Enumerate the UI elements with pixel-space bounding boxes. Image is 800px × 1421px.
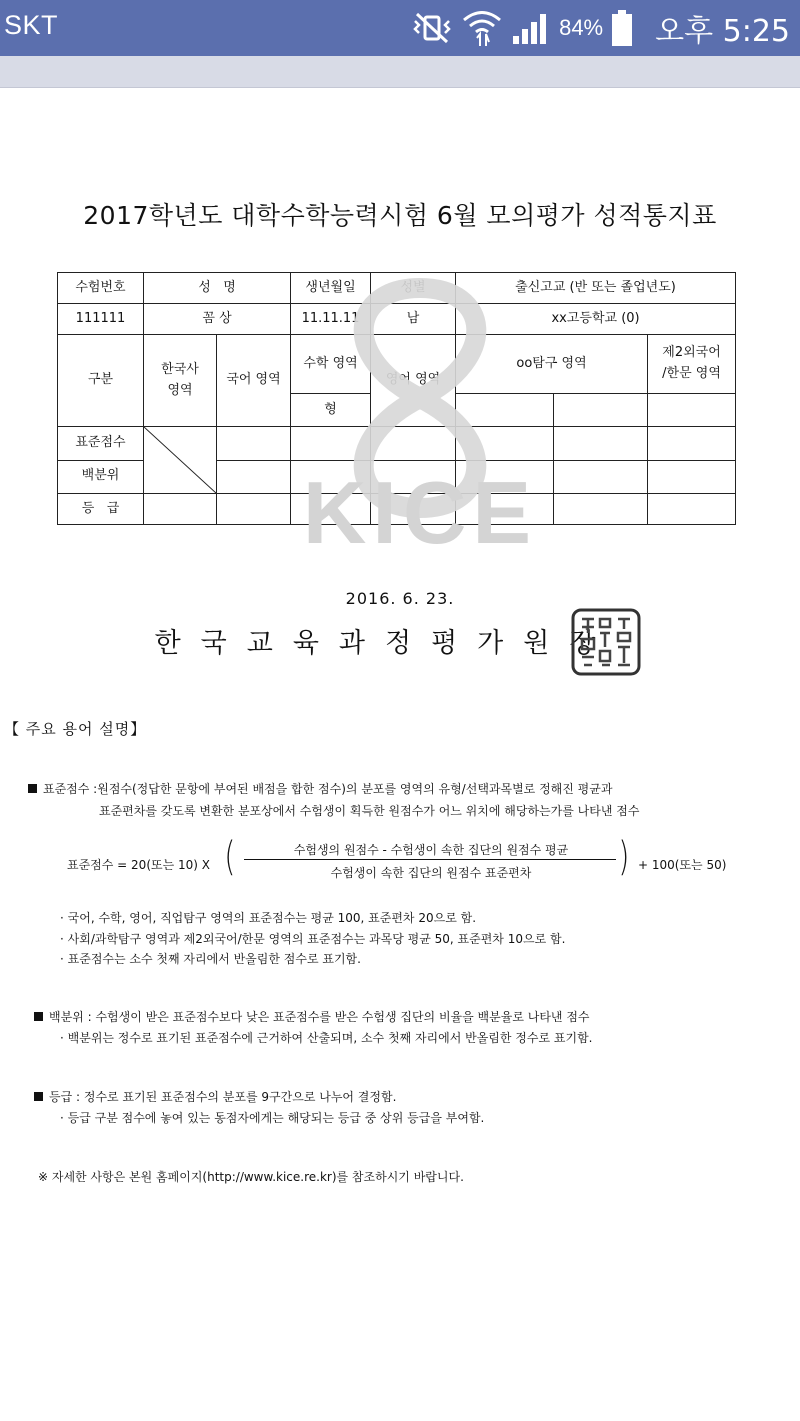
cell xyxy=(648,427,736,461)
carrier-label: SKT xyxy=(4,10,59,40)
standard-score-note: · 사회/과학탐구 영역과 제2외국어/한문 영역의 표준점수는 과목당 평균 50, 표준편차 10으로 함. xyxy=(60,932,566,946)
birth-date-value: 11.11.11 xyxy=(291,304,371,335)
formula-numerator: 수험생의 원점수 - 수험생이 속한 집단의 원점수 평균 xyxy=(293,843,569,857)
terms-heading: 【 주요 용어 설명】 xyxy=(4,720,147,738)
cell xyxy=(648,460,736,494)
header-name: 성 명 xyxy=(144,273,291,304)
cell xyxy=(291,494,371,525)
term-grade xyxy=(34,1088,396,1105)
status-bar xyxy=(0,0,800,56)
browser-toolbar xyxy=(0,56,800,88)
battery-percent: 84% xyxy=(559,15,604,40)
footnote: ※ 자세한 사항은 본원 홈페이지(http://www.kice.re.kr)를 참조하시기 바랍니다. xyxy=(38,1170,464,1184)
formula-denominator: 수험생이 속한 집단의 원점수 표준편차 xyxy=(330,866,532,880)
grade-note: · 등급 구분 점수에 놓여 있는 동점자에게는 해당되는 등급 중 상위 등급을 부여함. xyxy=(60,1111,485,1125)
category-header: 구분 xyxy=(58,335,144,427)
square-bullet-icon xyxy=(34,1012,43,1021)
fraction-line xyxy=(244,859,616,860)
second-language-sub xyxy=(648,394,736,427)
cell xyxy=(291,460,371,494)
table-row xyxy=(58,304,736,335)
cell xyxy=(371,427,456,461)
korean-history-diagonal-cell xyxy=(144,427,217,494)
inquiry-sub-1 xyxy=(456,394,554,427)
gender-value: 남 xyxy=(371,304,456,335)
subject-inquiry: oo탐구 영역 xyxy=(456,335,648,394)
mute-vibrate-icon xyxy=(411,11,453,45)
math-type: 형 xyxy=(291,394,371,427)
header-birth-date: 생년월일 xyxy=(291,273,371,304)
table-row xyxy=(58,427,736,461)
row-standard-score: 표준점수 xyxy=(58,427,144,461)
inquiry-sub-2 xyxy=(554,394,648,427)
cell xyxy=(217,460,291,494)
school-value: xx고등학교 (0) xyxy=(456,304,736,335)
exam-number-value: 111111 xyxy=(58,304,144,335)
cell xyxy=(456,460,554,494)
term-percentile-text: 백분위 : 수험생이 받은 표준점수보다 낮은 표준점수를 받은 수험생 집단의 비율을 백분율로 나타낸 점수 xyxy=(49,1010,590,1024)
close-paren: ) xyxy=(618,834,630,880)
term-standard-score xyxy=(28,780,612,797)
cell xyxy=(554,494,648,525)
cell xyxy=(291,427,371,461)
official-seal xyxy=(570,607,642,677)
cell xyxy=(217,427,291,461)
header-school: 출신고교 (반 또는 졸업년도) xyxy=(456,273,736,304)
clock: 오후 5:25 xyxy=(655,14,790,49)
watermark-text: KICE xyxy=(302,463,538,548)
subject-korean: 국어 영역 xyxy=(217,335,291,427)
term-grade-text: 등급 : 정수로 표기된 표준점수의 분포를 9구간으로 나누어 결정함. xyxy=(49,1090,397,1104)
cell xyxy=(371,460,456,494)
issue-date: 2016. 6. 23. xyxy=(345,589,455,608)
score-report-document xyxy=(0,88,800,1421)
wifi-icon xyxy=(461,8,503,48)
name-value: 꼼 상 xyxy=(144,304,291,335)
subject-math: 수학 영역 xyxy=(291,335,371,394)
diagonal-line xyxy=(144,427,216,493)
term-percentile xyxy=(34,1008,590,1025)
header-gender: 성별 xyxy=(371,273,456,304)
cell xyxy=(144,494,217,525)
status-icons xyxy=(411,0,790,56)
table-row xyxy=(58,273,736,304)
signal-icon xyxy=(511,10,551,46)
square-bullet-icon xyxy=(34,1092,43,1101)
formula-rhs: + 100(또는 50) xyxy=(638,858,727,872)
institute-name: 한국교육과정평가원장 xyxy=(154,628,616,659)
subject-english: 영어 영역 xyxy=(371,335,456,427)
cell xyxy=(554,427,648,461)
cell xyxy=(456,494,554,525)
open-paren: ( xyxy=(224,834,236,880)
cell xyxy=(456,427,554,461)
score-table xyxy=(57,272,736,525)
table-row xyxy=(58,335,736,394)
term-standard-score-line2: 표준편차를 갖도록 변환한 분포상에서 수험생이 획득한 원점수가 어느 위치에 해당하는가를 나타낸 점수 xyxy=(99,804,640,818)
percentile-note: · 백분위는 정수로 표기된 표준점수에 근거하여 산출되며, 소수 첫째 자리에서 반올림한 정수로 표기함. xyxy=(60,1031,593,1045)
square-bullet-icon xyxy=(28,784,37,793)
table-row xyxy=(58,494,736,525)
standard-score-note: · 표준점수는 소수 첫째 자리에서 반올림한 점수로 표기함. xyxy=(60,952,361,966)
formula-lhs: 표준점수 = 20(또는 10) X xyxy=(67,858,210,872)
document-title: 2017학년도 대학수학능력시험 6월 모의평가 성적통지표 xyxy=(83,201,717,230)
row-percentile: 백분위 xyxy=(58,460,144,494)
battery-icon xyxy=(611,9,633,47)
cell xyxy=(648,494,736,525)
row-grade: 등 급 xyxy=(58,494,144,525)
term-standard-score-text: 표준점수 :원점수(정답한 문항에 부여된 배점을 합한 점수)의 분포를 영역의 유형/선택과목별로 정해진 평균과 xyxy=(43,782,613,796)
cell xyxy=(371,494,456,525)
standard-score-note: · 국어, 수학, 영어, 직업탐구 영역의 표준점수는 평균 100, 표준편차 20으로 함. xyxy=(60,911,477,925)
cell xyxy=(217,494,291,525)
subject-korean-history: 한국사 영역 xyxy=(144,335,217,427)
cell xyxy=(554,460,648,494)
header-exam-number: 수험번호 xyxy=(58,273,144,304)
subject-second-language: 제2외국어 /한문 영역 xyxy=(648,335,736,394)
